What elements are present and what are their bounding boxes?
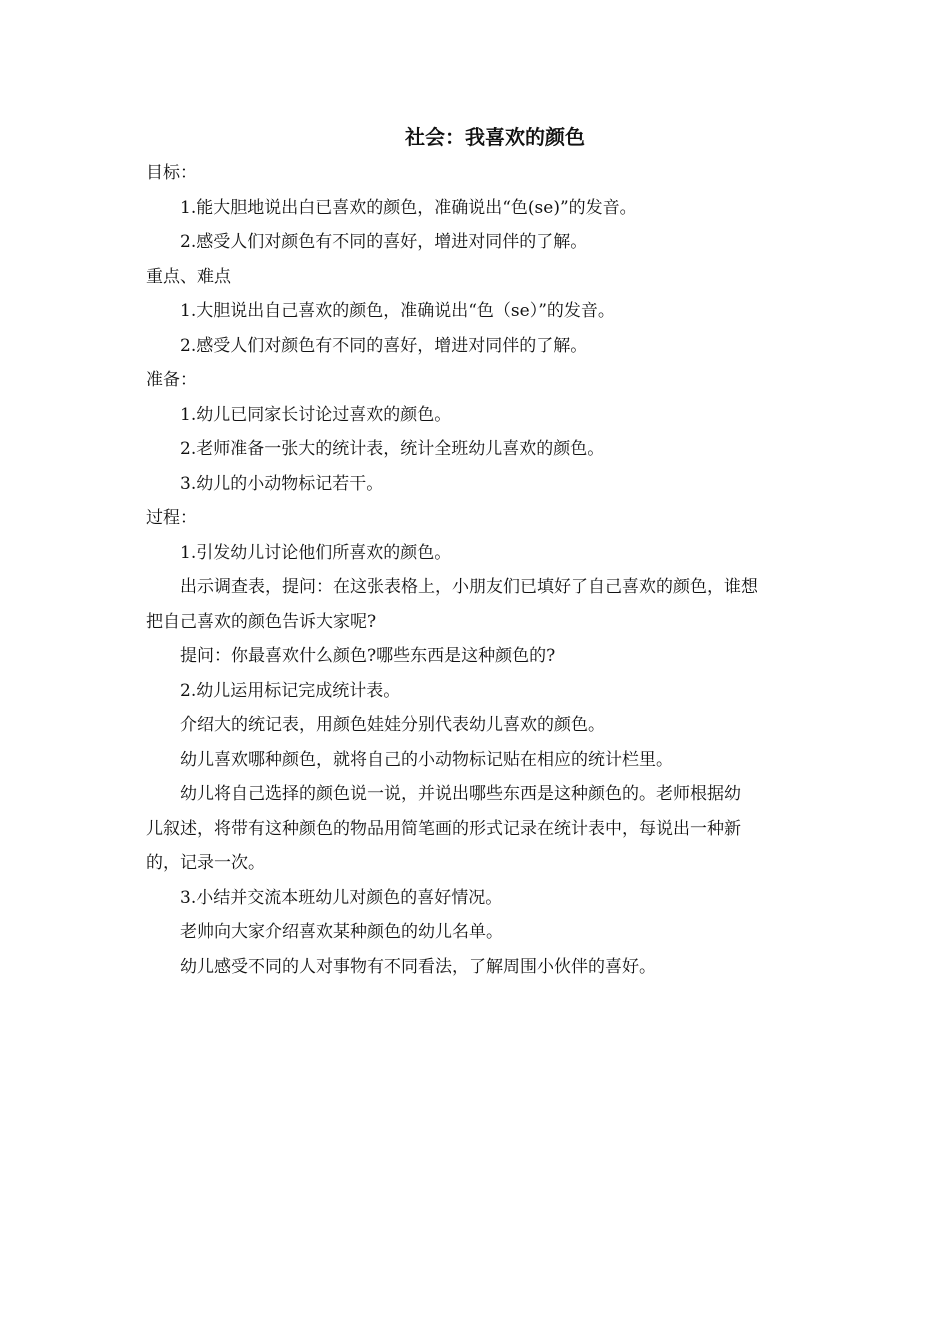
process-line: 3.小结并交流本班幼儿对颜色的喜好情况。 — [180, 888, 503, 908]
process-line: 老帅向大家介绍喜欢某种颜色的幼儿名单。 — [180, 922, 503, 942]
key-item: 2.感受人们对颜色有不同的喜好，增进对同伴的了解。 — [180, 336, 588, 356]
goal-item: 1.能大胆地说出白已喜欢的颜色，准确说出“色(se)”的发音。 — [180, 198, 637, 218]
process-line: 幼儿喜欢哪种颜色，就将自己的小动物标记贴在相应的统计栏里。 — [180, 750, 673, 770]
process-line: 幼儿将自己选择的颜色说一说，并说出哪些东西是这种颜色的。老师根据幼 — [180, 784, 741, 804]
prep-item: 3.幼儿的小动物标记若干。 — [180, 474, 384, 494]
prep-item: 2.老师准备一张大的统计表，统计全班幼儿喜欢的颜色。 — [180, 439, 605, 459]
process-line: 出示调查表，提问：在这张表格上，小朋友们已填好了自己喜欢的颜色，谁想 — [180, 577, 758, 597]
section-heading-process: 过程： — [146, 508, 197, 528]
page-title: 社会：我喜欢的颜色 — [405, 125, 585, 149]
process-line: 提问：你最喜欢什么颜色?哪些东西是这种颜色的? — [180, 646, 556, 666]
prep-item: 1.幼儿已同家长讨论过喜欢的颜色。 — [180, 405, 452, 425]
key-item: 1.大胆说出自己喜欢的颜色，准确说出“色（se）”的发音。 — [180, 301, 615, 321]
section-heading-prep: 准备： — [146, 370, 197, 390]
process-line: 1.引发幼儿讨论他们所喜欢的颜色。 — [180, 543, 452, 563]
section-heading-goal: 目标： — [146, 163, 197, 183]
goal-item: 2.感受人们对颜色有不同的喜好，增进对同伴的了解。 — [180, 232, 588, 252]
process-line: 儿叙述，将带有这种颜色的物品用简笔画的形式记录在统计表中，每说出一种新 — [146, 819, 741, 839]
process-line: 幼儿感受不同的人对事物有不同看法，了解周围小伙伴的喜好。 — [180, 957, 656, 977]
process-line: 把自己喜欢的颜色告诉大家呢? — [146, 612, 377, 632]
process-line: 介绍大的统记表，用颜色娃娃分别代表幼儿喜欢的颜色。 — [180, 715, 605, 735]
section-heading-key: 重点、难点 — [146, 267, 231, 287]
process-line: 2.幼儿运用标记完成统计表。 — [180, 681, 401, 701]
process-line: 的，记录一次。 — [146, 853, 265, 873]
